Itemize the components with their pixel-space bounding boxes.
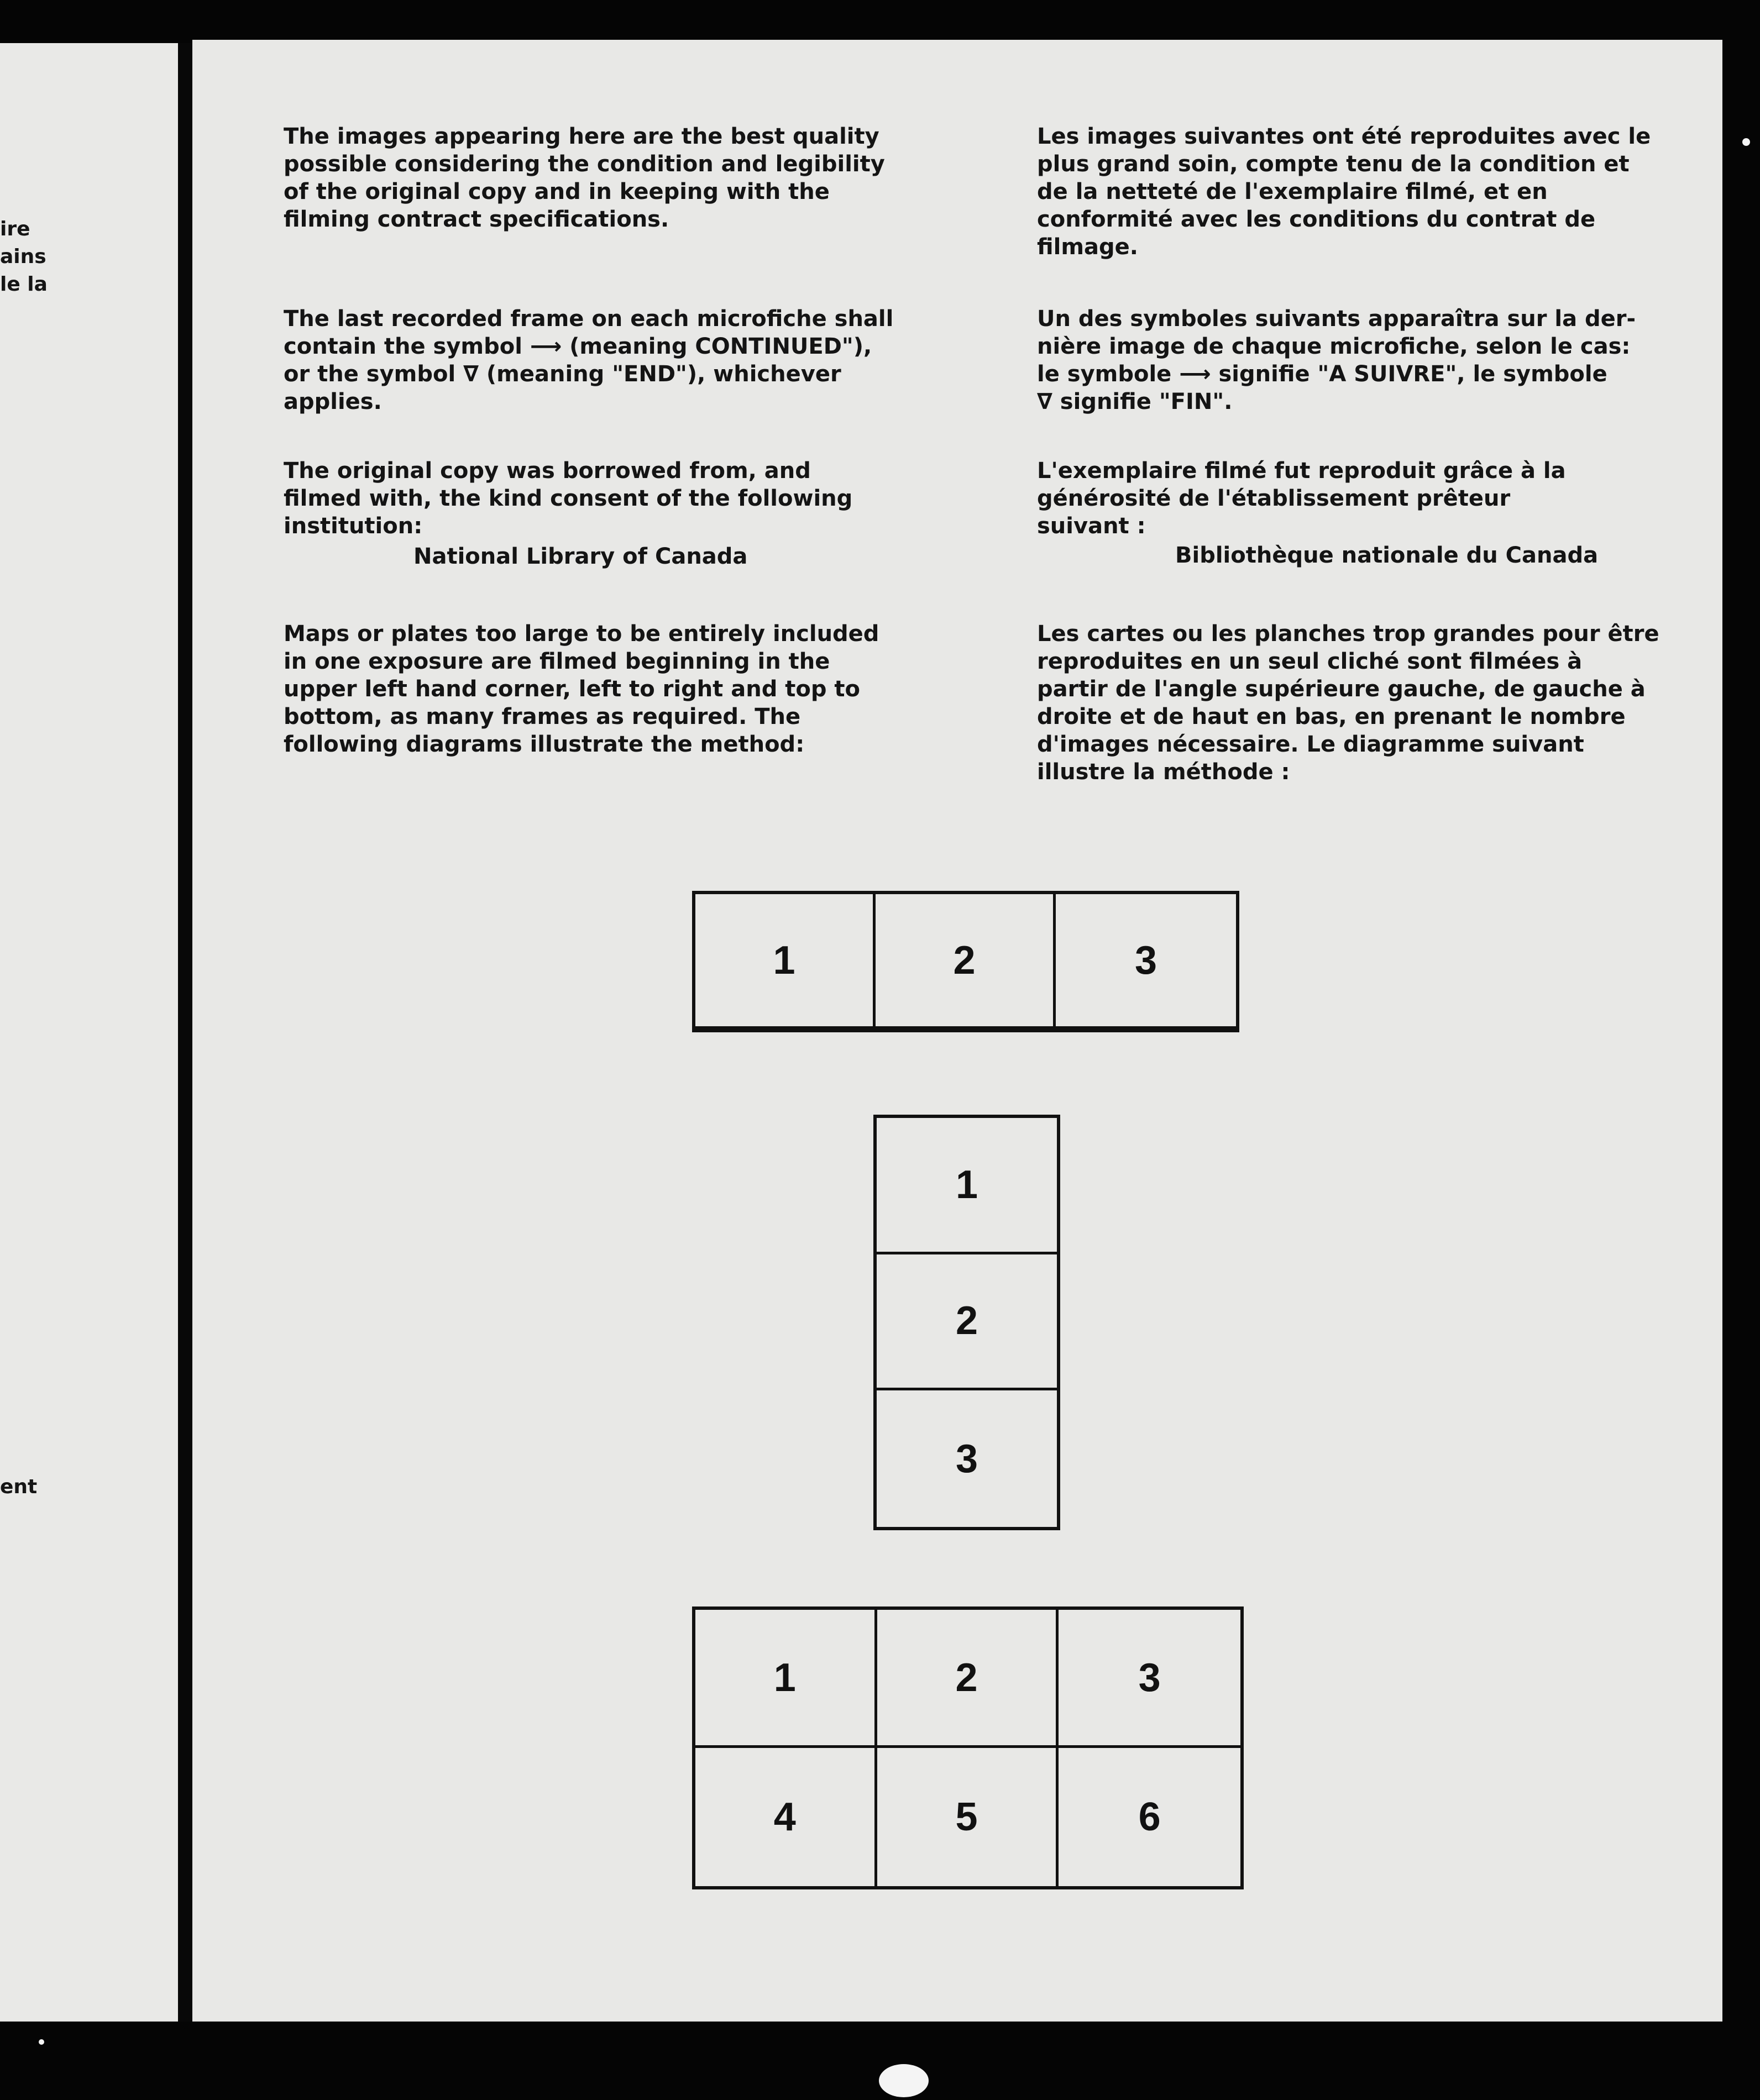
french-maps-paragraph: Les cartes ou les planches trop grandes pour être reproduites en un seul cliché sont filmées à partir de l'angle supérieure gauche, de gauche à droite et de haut en bas, en prenant le nombre d'images nécessaire. Le diagramme suivant illustre la méthode :	[1037, 621, 1659, 785]
fragment-text-4: ent	[0, 1476, 38, 1498]
fragment-text-1: ire	[0, 218, 30, 240]
diagram-grid-frame-3: 3	[1059, 1610, 1240, 1748]
english-symbol-paragraph: The last recorded frame on each microfiche shall contain the symbol ⟶ (meaning CONTINUED"), or the symbol ∇ (meaning "END"), whichever applies.	[284, 306, 894, 414]
french-symbol-paragraph: Un des symboles suivants apparaîtra sur la der- nière image de chaque microfiche, selon le cas: le symbole ⟶ signifie "A SUIVRE", le symbole ∇ signifie "FIN".	[1037, 306, 1636, 414]
diagram-grid-frame-1: 1	[695, 1610, 877, 1748]
film-dust-spot	[879, 2064, 929, 2097]
microfiche-target-page	[192, 40, 1722, 2022]
english-lender-paragraph: The original copy was borrowed from, and filmed with, the kind consent of the following institution:	[284, 458, 853, 539]
french-quality-paragraph: Les images suivantes ont été reproduites avec le plus grand soin, compte tenu de la condition et de la netteté de l'exemplaire filmé, et en conformité avec les conditions du contrat de filmage.	[1037, 124, 1651, 260]
diagram-grid-frame-4: 4	[695, 1748, 877, 1886]
film-dust-spot	[39, 2039, 44, 2045]
english-institution-name: National Library of Canada	[413, 544, 748, 569]
french-lender-paragraph: L'exemplaire filmé fut reproduit grâce à la générosité de l'établissement prêteur suivant :	[1037, 458, 1566, 539]
diagram-vertical-column	[873, 1115, 1060, 1530]
diagram-row-frame-2: 2	[876, 894, 1056, 1029]
diagram-column-frame-2: 2	[877, 1254, 1057, 1391]
diagram-grid	[692, 1607, 1244, 1889]
diagram-row-frame-1: 1	[695, 894, 876, 1029]
diagram-grid-frame-2: 2	[877, 1610, 1059, 1748]
adjacent-frame-strip	[0, 43, 178, 2022]
diagram-column-frame-3: 3	[955, 1436, 978, 1481]
english-quality-paragraph: The images appearing here are the best quality possible considering the condition and legibility of the original copy and in keeping with the filming contract specifications.	[284, 124, 885, 232]
diagram-grid-frame-5: 5	[877, 1748, 1059, 1886]
fragment-text-3: le la	[0, 273, 48, 296]
diagram-grid-frame-6: 6	[1138, 1795, 1161, 1839]
english-maps-paragraph: Maps or plates too large to be entirely included in one exposure are filmed beginning in the upper left hand corner, left to right and top to bottom, as many frames as required. The following diagrams illustrate the method:	[284, 621, 879, 757]
diagram-column-frame-1: 1	[877, 1118, 1057, 1254]
diagram-row-frame-3: 3	[1056, 894, 1236, 1029]
frame-divider	[178, 43, 192, 2022]
fragment-text-2: ains	[0, 245, 46, 268]
film-dust-spot	[1742, 138, 1750, 146]
diagram-horizontal-row	[692, 891, 1239, 1032]
french-institution-name: Bibliothèque nationale du Canada	[1175, 543, 1599, 568]
